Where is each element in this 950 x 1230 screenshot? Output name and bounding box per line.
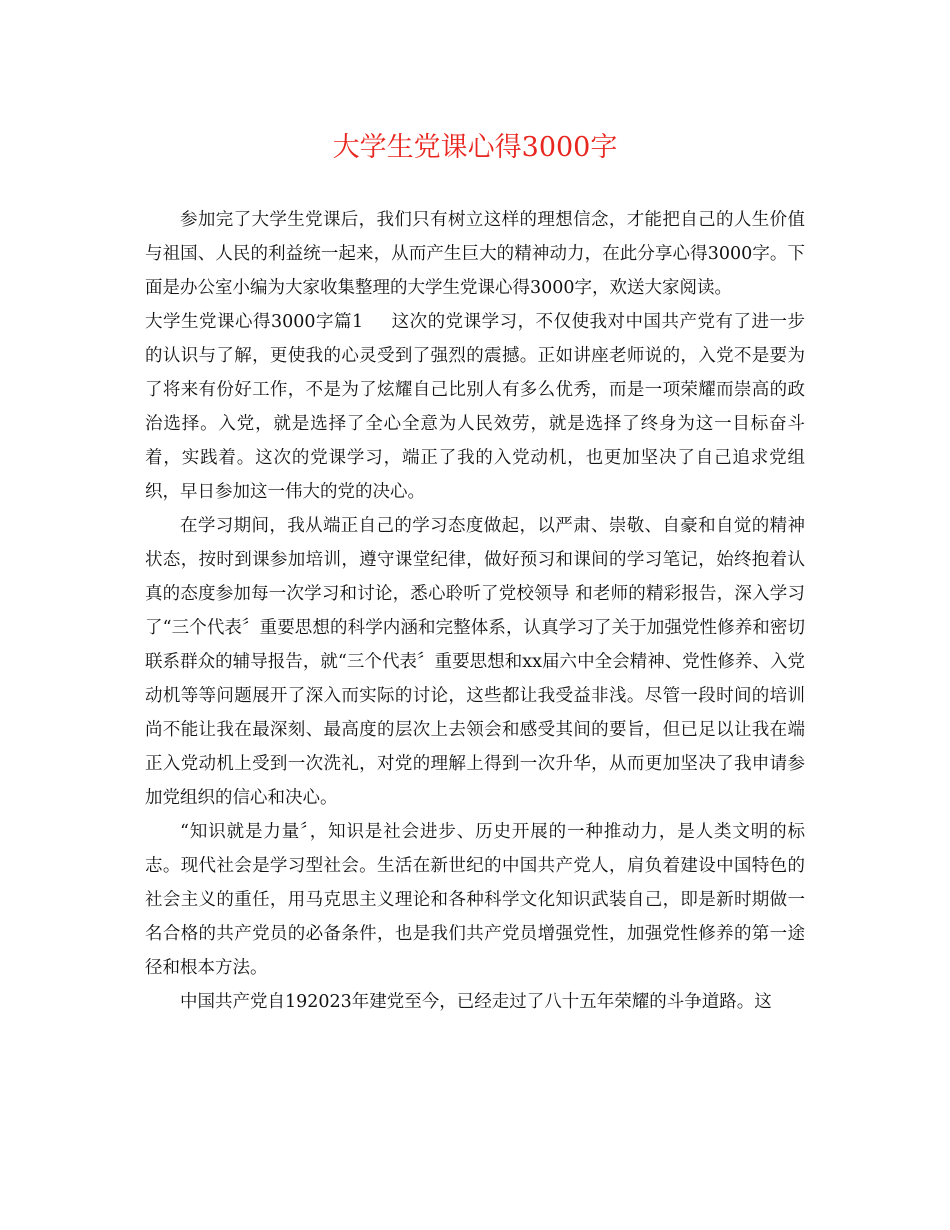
document-body — [145, 203, 805, 1019]
intro-paragraph: 参加完了大学生党课后，我们只有树立这样的理想信念，才能把自己的人生价值与祖国、人民的利益统一起来，从而产生巨大的精神动力，在此分享心得3000字。下面是办公室小编为大家收集整理的大学生党课心得3000字，欢送大家阅读。 — [145, 210, 805, 298]
paragraph-2: 在学习期间，我从端正自己的学习态度做起，以严肃、崇敬、自豪和自觉的精神状态，按时到课参加培训，遵守课堂纪律，做好预习和课间的学习笔记，始终抱着认真的态度参加每一次学习和讨论，悉心聆听了党校领导 和老师的精彩报告，深入学习了“三个代表〞重要思想的科学内涵和完整体系，认真学习了关于加强党性修养和密切联系群众的辅导报告，就“三个代表〞重要思想和xx届六中全会精神、党性修养、入党动机等等问题展开了深入而实际的讨论，这些都让我受益非浅。尽管一段时间的培训尚不能让我在最深刻、最高度的层次上去领会和感受其间的要旨，但已足以让我在端正入党动机上受到一次洗礼，对党的理解上得到一次升华，从而更加坚决了我申请参加党组织的信心和决心。 — [145, 516, 805, 808]
section-1-label: 大学生党课心得3000字篇1 — [145, 312, 364, 332]
document-title: 大学生党课心得3000字 — [332, 132, 618, 163]
paragraph-4: 中国共产党自192023年建党至今，已经走过了八十五年荣耀的斗争道路。这 — [180, 992, 772, 1012]
section-1-text: 这次的党课学习，不仅使我对中国共产党有了进一步的认识与了解，更使我的心灵受到了强烈的震撼。正如讲座老师说的，入党不是要为了将来有份好工作，不是为了炫耀自己比别人有多么优秀，而是一项荣耀而崇高的政治选择。入党，就是选择了全心全意为人民效劳，就是选择了终身为这一目标奋斗着，实践着。这次的党课学习，端正了我的入党动机，也更加坚决了自己追求党组织，早日参加这一伟大的党的决心。 — [145, 312, 806, 502]
paragraph-3: “知识就是力量〞，知识是社会进步、历史开展的一种推动力，是人类文明的标志。现代社会是学习型社会。生活在新世纪的中国共产党人，肩负着建设中国特色的社会主义的重任，用马克思主义理论和各种科学文化知识武装自己，即是新时期做一名合格的共产党员的必备条件，也是我们共产党员增强党性，加强党性修养的第一途径和根本方法。 — [145, 822, 805, 978]
section-1-paragraph — [145, 305, 805, 509]
